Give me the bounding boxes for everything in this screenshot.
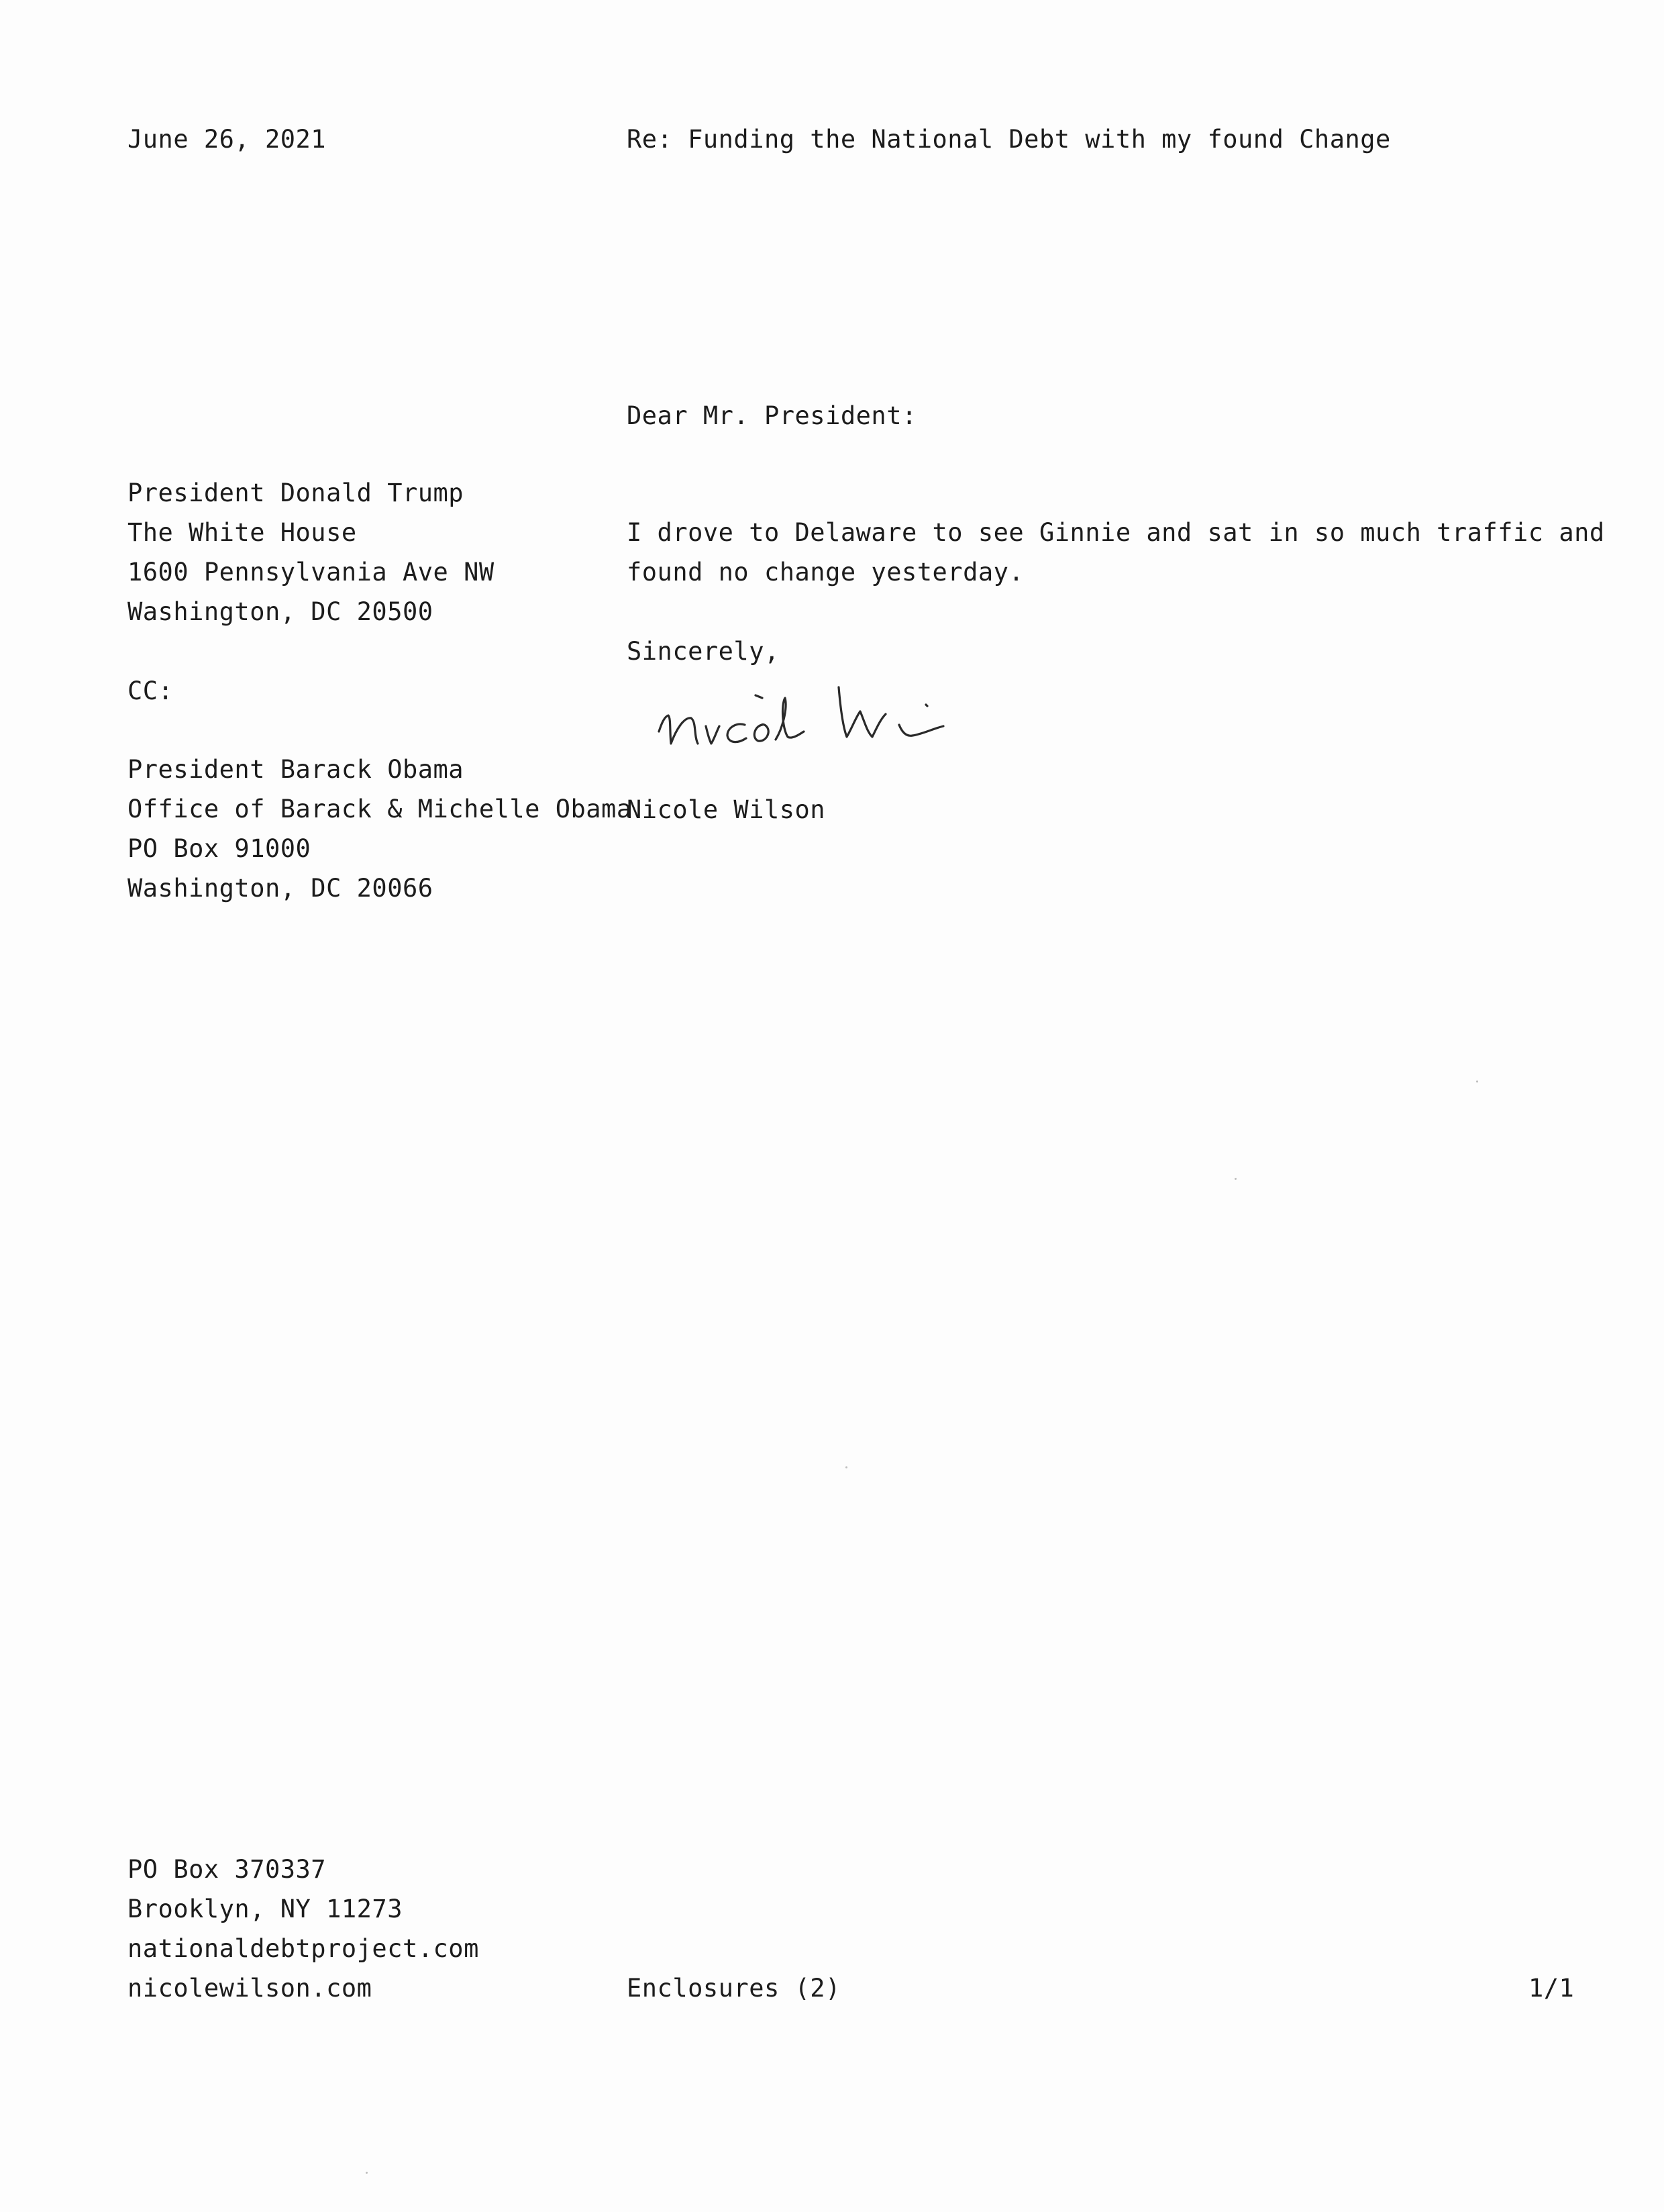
cc-line2: PO Box 91000 (127, 834, 311, 863)
recipient-line3: Washington, DC 20500 (127, 597, 433, 626)
handwritten-signature (644, 664, 993, 778)
cc-name: President Barack Obama (127, 755, 464, 784)
page-number: 1/1 (1528, 1974, 1575, 2003)
signer-name: Nicole Wilson (627, 795, 826, 824)
letter-date: June 26, 2021 (127, 125, 327, 154)
footer-website-2: nicolewilson.com (127, 1974, 372, 2003)
scan-speck (845, 1466, 847, 1468)
footer-address-line2: Brooklyn, NY 11273 (127, 1895, 403, 1923)
closing: Sincerely, (627, 637, 780, 666)
body-line-2: found no change yesterday. (627, 558, 1025, 587)
letter-body (627, 513, 1605, 592)
scan-speck (366, 2172, 368, 2174)
recipient-line2: 1600 Pennsylvania Ave NW (127, 558, 495, 587)
recipient-line1: The White House (127, 518, 357, 547)
scan-speck (1476, 1080, 1478, 1083)
cc-address (127, 750, 632, 908)
cc-line3: Washington, DC 20066 (127, 874, 433, 903)
scan-speck (1235, 1178, 1237, 1180)
salutation: Dear Mr. President: (627, 401, 917, 430)
recipient-address (127, 473, 495, 632)
letter-subject: Re: Funding the National Debt with my found Change (627, 125, 1391, 154)
enclosures-note: Enclosures (2) (627, 1974, 841, 2003)
footer-address (127, 1850, 479, 2008)
body-line-1: I drove to Delaware to see Ginnie and sat in so much traffic and (627, 518, 1605, 547)
footer-website-1: nationaldebtproject.com (127, 1934, 479, 1963)
recipient-name: President Donald Trump (127, 479, 464, 507)
cc-line1: Office of Barack & Michelle Obama (127, 795, 632, 823)
cc-label: CC: (127, 676, 174, 705)
footer-address-line1: PO Box 370337 (127, 1855, 327, 1884)
